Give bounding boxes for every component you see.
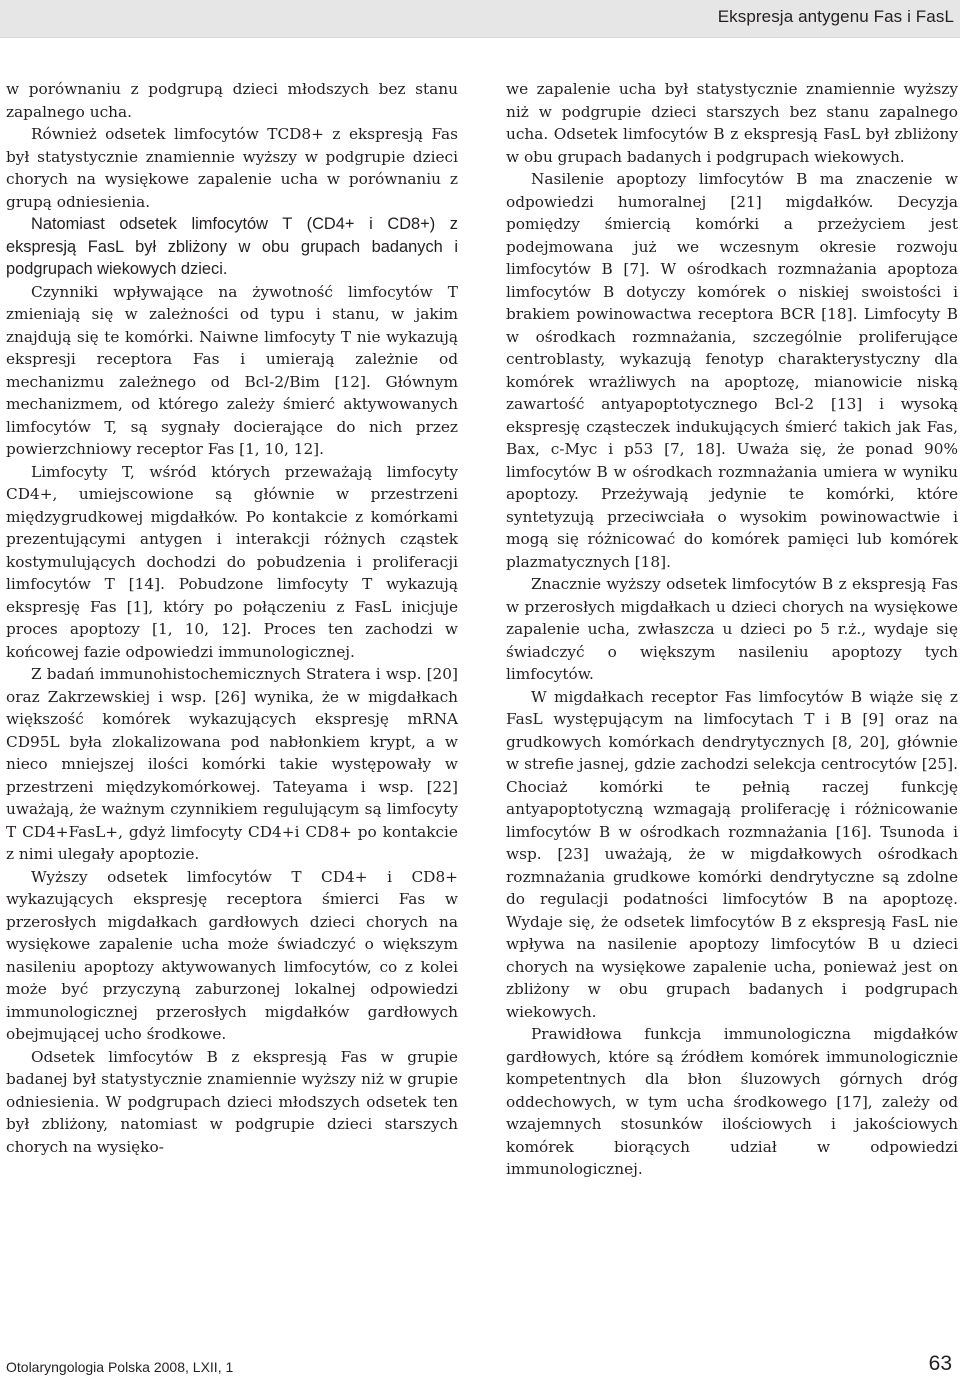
paragraph: Nasilenie apoptozy limfocytów B ma znaczenie w odpowiedzi humoralnej [21] migdałków. Decyzja pomiędzy śmiercią komórki a przeżyciem jest podejmowana już we wczesnym okresie rozwoju limfocytów B [7]. W ośrodkach rozmnażania apoptoza limfocytów B dotyczy komórek o niskiej swoistości i brakiem powinowactwa receptora BCR [18]. Limfocyty B w ośrodkach rozmnażania, szczególnie proliferujące centroblasty, wykazują fenotyp charakterystyczny dla komórek wrażliwych na apoptozę, mianowicie niską zawartość antyapoptotycznego Bcl-2 [13] i wysoką ekspresję cząsteczek indukujących śmierć takich jak Fas, Bax, c-Myc i p53 [7, 18]. Uważa się, że ponad 90% limfocytów B w ośrodkach rozmnażania umiera w wyniku apoptozy. Przeżywają jedynie te komórki, które syntetyzują przeciwciała o wysokim powinowactwie i mogą się różnicować do komórek pamięci lub komórek plazmatycznych [18]. xyxy=(506,170,958,571)
paragraph: Z badań immunohistochemicznych Stratera i wsp. [20] oraz Zakrzewskiej i wsp. [26] wynika, że w migdałkach większość komórek wykazujących ekspresję mRNA CD95L była zlokalizowana pod nabłonkiem krypt, a w nieco mniejszej ilości komórki takie występowały w przestrzeni międzykomórkowej. Tateyama i wsp. [22] uważają, że ważnym czynnikiem regulującym są limfocyty T CD4+FasL+, gdyż limfocyty CD4+i CD8+ po kontakcie z nimi ulegały apoptozie. xyxy=(6,665,458,863)
paragraph: Czynniki wpływające na żywotność limfocytów T zmieniają się w zależności od typu i stanu, w jakim znajdują się te komórki. Naiwne limfocyty T nie wykazują ekspresji receptora Fas i umierają zależnie od mechanizmu zależnego od Bcl-2/Bim [12]. Głównym mechanizmem, od którego zależy śmierć aktywowanych limfocytów T, są sygnały docierające do nich przez powierzchniowy receptor Fas [1, 10, 12]. xyxy=(6,282,458,458)
running-header xyxy=(0,0,960,38)
running-title: Ekspresja antygenu Fas i FasL xyxy=(717,7,954,26)
journal-citation: Otolaryngologia Polska 2008, LXII, 1 xyxy=(6,1359,234,1375)
paragraph: Znacznie wyższy odsetek limfocytów B z ekspresją Fas w przerosłych migdałkach u dzieci chorych na wysiękowe zapalenie ucha, zwłaszcza u dzieci po 5 r.ż., wydaje się świadczyć o większym nasileniu apoptozy tych limfocytów. xyxy=(506,575,958,683)
paragraph: Natomiast odsetek limfocytów T (CD4+ i CD8+) z ekspresją FasL był zbliżony w obu grupach badanych i podgrupach wiekowych dzieci. xyxy=(6,215,458,278)
paragraph: Również odsetek limfocytów TCD8+ z ekspresją Fas był statystycznie znamiennie wyższy w podgrupie dzieci chorych na wysiękowe zapalenie ucha w porównaniu z grupą odniesienia. xyxy=(6,125,458,211)
paragraph: Wyższy odsetek limfocytów T CD4+ i CD8+ wykazujących ekspresję receptora śmierci Fas w przerosłych migdałkach gardłowych dzieci chorych na wysiękowe zapalenie ucha może świadczyć o większym nasileniu apoptozy aktywowanych limfocytów, co z kolei może być przyczyną zaburzonej lokalnej odpowiedzi immunologicznej przerosłych migdałków gardłowych obejmującej ucho środkowe. xyxy=(6,867,458,1043)
paragraph: w porównaniu z podgrupą dzieci młodszych bez stanu zapalnego ucha. xyxy=(6,80,458,121)
paragraph: Odsetek limfocytów B z ekspresją Fas w grupie badanej był statystycznie znamiennie wyższy niż w grupie odniesienia. W podgrupach dzieci młodszych odsetek ten był zbliżony, natomiast w podgrupie dzieci starszych chorych na wysięko- xyxy=(6,1047,458,1156)
left-column xyxy=(6,78,458,1158)
paragraph: Limfocyty T, wśród których przeważają limfocyty CD4+, umiejscowione są głównie w przestrzeni międzygrudkowej migdałków. Po kontakcie z komórkami prezentującymi antygen i interakcji różnych cząstek kostymulujących dochodzi do pobudzenia i proliferacji limfocytów T [14]. Pobudzone limfocyty T wykazują ekspresję Fas [1], który po połączeniu z FasL inicjuje proces apoptozy [1, 10, 12]. Proces ten zachodzi w końcowej fazie odpowiedzi immunologicznej. xyxy=(6,462,458,661)
right-column xyxy=(506,78,958,1181)
paragraph: W migdałkach receptor Fas limfocytów B wiąże się z FasL występującym na limfocytach T i B [9] oraz na grudkowych komórkach dendrytycznych [8, 20], głównie w strefie jasnej, gdzie zachodzi selekcja centrocytów [25]. Chociaż komórki te pełnią raczej funkcję antyapoptotyczną wzmagają proliferację i różnicowanie limfocytów B w ośrodkach rozmnażania [16]. Tsunoda i wsp. [23] uważają, że w migdałkowych ośrodkach rozmnażania grudkowe komórki dendrytyczne są zdolne do regulacji podatności limfocytów B na apoptozę. Wydaje się, że odsetek limfocytów B z ekspresją FasL nie wpływa na nasilenie apoptozy limfocytów B u dzieci chorych na wysiękowe zapalenie ucha, ponieważ jest on zbliżony w obu grupach badanych i podgrupach wiekowych. xyxy=(506,687,958,1021)
paragraph: we zapalenie ucha był statystycznie znamiennie wyższy niż w podgrupie dzieci starszych bez stanu zapalnego ucha. Odsetek limfocytów B z ekspresją FasL był zbliżony w obu grupach badanych i podgrupach wiekowych. xyxy=(506,80,958,166)
page-number: 63 xyxy=(928,1352,952,1375)
paragraph: Prawidłowa funkcja immunologiczna migdałków gardłowych, które są źródłem komórek immunologicznie kompetentnych dla błon śluzowych górnych dróg oddechowych, w tym ucha środkowego [17], zależy od wzajemnych stosunków ilościowych i jakościowych komórek biorących udział w odpowiedzi immunologicznej. xyxy=(506,1025,958,1178)
